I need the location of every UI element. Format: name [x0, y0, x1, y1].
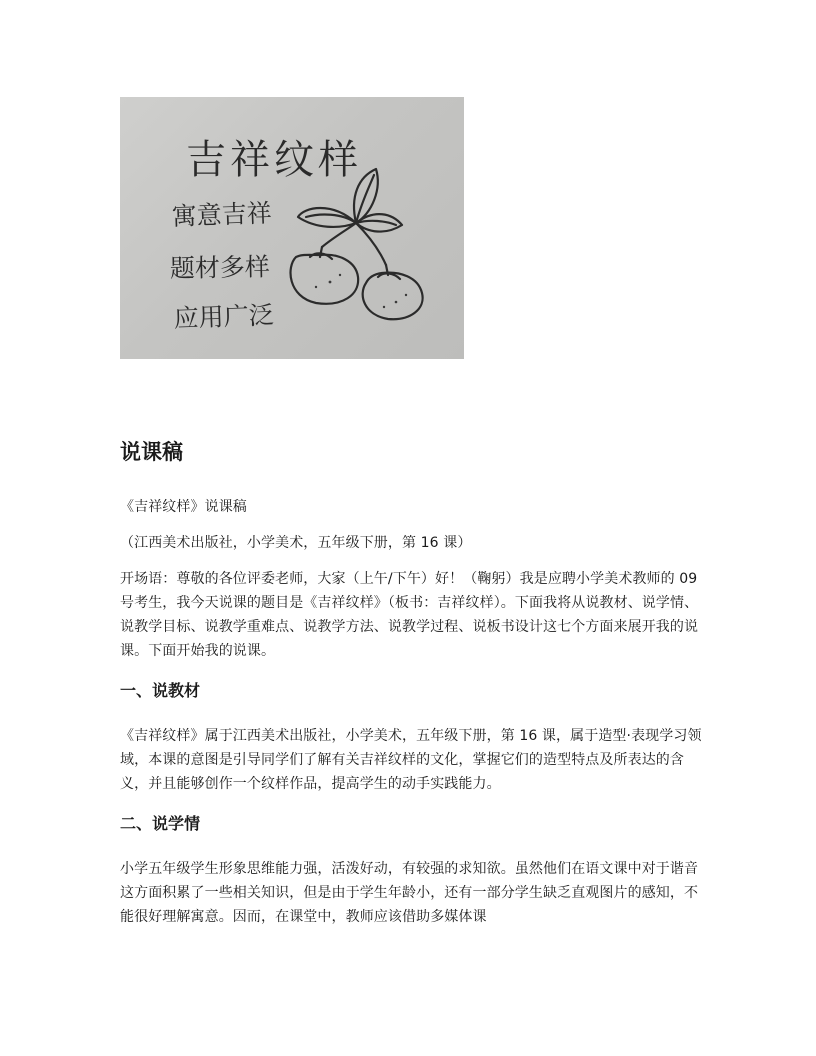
photo-note-2: 题材多样: [169, 252, 271, 283]
document-subtitle: 《吉祥纹样》说课稿: [120, 499, 247, 516]
section-heading-textbook: 一、说教材: [120, 681, 201, 701]
persimmon-sketch: [120, 97, 464, 359]
document-source: （江西美术出版社，小学美术，五年级下册，第 16 课）: [120, 535, 472, 552]
photo-note-3: 应用广泛: [173, 300, 275, 333]
section-heading-students: 二、说学情: [120, 813, 201, 833]
lesson-document: [120, 440, 710, 941]
opening-paragraph: 开场语：尊敬的各位评委老师，大家（上午/下午）好！（鞠躬）我是应聘小学美术教师的 09 号考生，我今天说课的题目是《吉祥纹样》（板书：吉祥纹样）。下面我将从说教材、说学情、说教学目标、说教学重难点、说教学方法、说教学过程、说板书设计这七个方面来展开我的说课。下面开始我的说课。: [120, 571, 699, 660]
hand-drawn-board-photo: [120, 97, 464, 359]
document-heading: 说课稿: [120, 440, 183, 464]
photo-title: 吉祥纹样: [186, 137, 362, 183]
section-students-paragraph: 小学五年级学生形象思维能力强，活泼好动，有较强的求知欲。虽然他们在语文课中对于谐音这方面积累了一些相关知识，但是由于学生年龄小，还有一部分学生缺乏直观图片的感知，不能很好理解寓意。因而，在课堂中，教师应该借助多媒体课: [120, 860, 699, 925]
section-textbook-paragraph: 《吉祥纹样》属于江西美术出版社，小学美术，五年级下册，第 16 课，属于造型·表现学习领域，本课的意图是引导同学们了解有关吉祥纹样的文化，掌握它们的造型特点及所表达的含义，并且能够创作一个纹样作品，提高学生的动手实践能力。: [120, 727, 702, 792]
photo-note-1: 寓意吉祥: [171, 198, 273, 231]
